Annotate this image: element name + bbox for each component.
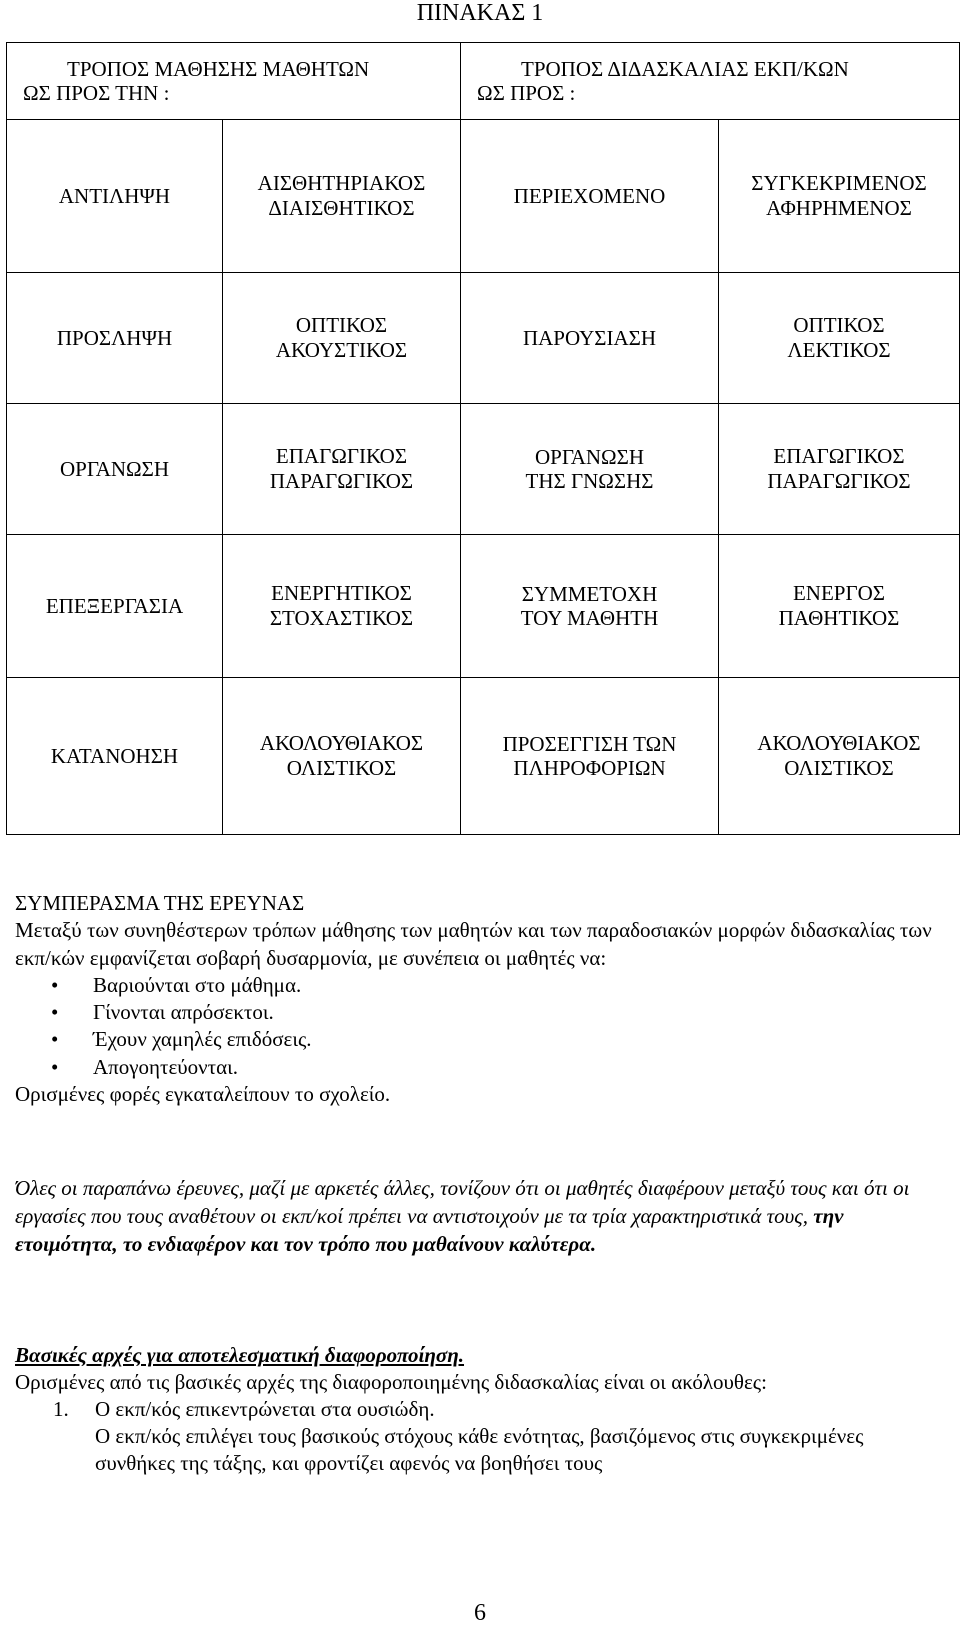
list-item-text: Έχουν χαμηλές επιδόσεις.	[93, 1027, 312, 1052]
learning-style-option: ΑΚΟΥΣΤΙΚΟΣ	[275, 338, 408, 362]
teaching-style-option: ΣΥΓΚΕΚΡΙΜΕΝΟΣ	[751, 171, 927, 195]
table-row	[7, 678, 960, 835]
teaching-dimension-cell: ΣΥΜΜΕΤΟΧΗ ΤΟΥ ΜΑΘΗΤΗ	[461, 535, 719, 678]
dimension-cell: ΟΡΓΑΝΩΣΗ	[7, 404, 223, 535]
list-item-text: Γίνονται απρόσεκτοι.	[93, 1000, 274, 1025]
learning-style-cell	[223, 535, 461, 678]
principles-intro: Ορισμένες από τις βασικές αρχές της διαφοροποιημένης διδασκαλίας είναι οι ακόλουθες:	[15, 1370, 767, 1394]
header-teaching-line-2: ΩΣ ΠΡΟΣ :	[477, 81, 576, 105]
italic-paragraph	[15, 1174, 945, 1258]
learning-style-cell	[223, 678, 461, 835]
header-learning-style	[7, 43, 461, 120]
learning-style-cell	[223, 273, 461, 404]
learning-style-option: ΟΠΤΙΚΟΣ	[295, 313, 388, 337]
conclusion-intro: Μεταξύ των συνηθέστερων τρόπων μάθησης των μαθητών και των παραδοσιακών μορφών διδασκαλίας των εκπ/κών εμφανίζεται σοβαρή δυσαρμονία, με συνέπεια οι μαθητές να:	[15, 918, 932, 970]
research-conclusion	[15, 890, 945, 1108]
learning-style-option: ΕΝΕΡΓΗΤΙΚΟΣ	[271, 581, 412, 605]
teaching-style-option: ΕΝΕΡΓΟΣ	[792, 581, 886, 605]
teaching-style-option: ΑΚΟΛΟΥΘΙΑΚΟΣ	[757, 731, 921, 755]
teaching-dimension-cell: ΟΡΓΑΝΩΣΗ ΤΗΣ ΓΝΩΣΗΣ	[461, 404, 719, 535]
bullet-icon: •	[51, 1027, 59, 1052]
teaching-style-option: ΛΕΚΤΙΚΟΣ	[787, 338, 891, 362]
teaching-style-cell	[719, 273, 960, 404]
list-item	[15, 999, 945, 1026]
principles-section	[15, 1342, 945, 1477]
header-learning-line-1: ΤΡΟΠΟΣ ΜΑΘΗΣΗΣ ΜΑΘΗΤΩΝ	[67, 57, 370, 81]
item-number: 1.	[53, 1397, 69, 1421]
learning-style-option: ΟΛΙΣΤΙΚΟΣ	[286, 756, 397, 780]
dimension-cell: ΚΑΤΑΝΟΗΣΗ	[7, 678, 223, 835]
learning-style-cell	[223, 404, 461, 535]
table-row	[7, 120, 960, 273]
learning-style-cell	[223, 120, 461, 273]
page-number: 6	[474, 1600, 486, 1626]
teaching-dimension-cell: ΠΑΡΟΥΣΙΑΣΗ	[461, 273, 719, 404]
conclusion-closing: Ορισμένες φορές εγκαταλείπουν το σχολείο.	[15, 1082, 391, 1107]
teaching-style-option: ΑΦΗΡΗΜΕΝΟΣ	[766, 196, 912, 220]
learning-style-option: ΣΤΟΧΑΣΤΙΚΟΣ	[269, 606, 414, 630]
teaching-style-option: ΠΑΘΗΤΙΚΟΣ	[778, 606, 900, 630]
teaching-style-option: ΟΠΤΙΚΟΣ	[793, 313, 885, 337]
teaching-dimension-cell: ΠΡΟΣΕΓΓΙΣΗ ΤΩΝ ΠΛΗΡΟΦΟΡΙΩΝ	[461, 678, 719, 835]
item-text: Ο εκπ/κός επιλέγει τους βασικούς στόχους κάθε ενότητας, βασιζόμενος στις συγκεκριμένες συνθήκες της τάξης, και φροντίζει αφενός να βοηθήσει τους	[95, 1424, 864, 1475]
learning-style-option: ΔΙΑΙΣΘΗΤΙΚΟΣ	[268, 196, 415, 220]
list-item	[15, 1026, 945, 1053]
italic-paragraph-emphasis: την ετοιμότητα, το ενδιαφέρον και τον τρόπο που μαθαίνουν καλύτερα.	[15, 1204, 844, 1256]
header-teaching-style	[461, 43, 960, 120]
dimension-cell: ΑΝΤΙΛΗΨΗ	[7, 120, 223, 273]
principles-heading: Βασικές αρχές για αποτελεσματική διαφοροποίηση.	[15, 1343, 465, 1367]
bullet-icon: •	[51, 1000, 59, 1025]
header-learning-line-2: ΩΣ ΠΡΟΣ ΤΗΝ :	[23, 81, 170, 105]
teaching-dimension-cell: ΠΕΡΙΕΧΟΜΕΝΟ	[461, 120, 719, 273]
table-header-row	[7, 43, 960, 120]
teaching-style-option: ΠΑΡΑΓΩΓΙΚΟΣ	[767, 469, 911, 493]
teaching-style-cell	[719, 535, 960, 678]
learning-teaching-styles-table	[6, 42, 960, 835]
conclusion-heading: ΣΥΜΠΕΡΑΣΜΑ ΤΗΣ ΕΡΕΥΝΑΣ	[15, 891, 305, 915]
teaching-style-option: ΟΛΙΣΤΙΚΟΣ	[784, 756, 894, 780]
header-teaching-line-1: ΤΡΟΠΟΣ ΔΙΔΑΣΚΑΛΙΑΣ ΕΚΠ/ΚΩΝ	[521, 57, 849, 81]
learning-style-option: ΑΚΟΛΟΥΘΙΑΚΟΣ	[259, 731, 424, 755]
teaching-style-cell	[719, 678, 960, 835]
dimension-cell: ΕΠΕΞΕΡΓΑΣΙΑ	[7, 535, 223, 678]
dimension-cell: ΠΡΟΣΛΗΨΗ	[7, 273, 223, 404]
teaching-style-option: ΕΠΑΓΩΓΙΚΟΣ	[773, 444, 905, 468]
numbered-item	[15, 1396, 945, 1477]
bullet-icon: •	[51, 1054, 59, 1079]
page-title: ΠΙΝΑΚΑΣ 1	[416, 0, 544, 26]
table-row	[7, 404, 960, 535]
teaching-style-cell	[719, 404, 960, 535]
learning-style-option: ΕΠΑΓΩΓΙΚΟΣ	[275, 444, 408, 468]
table-row	[7, 535, 960, 678]
list-item	[15, 972, 945, 999]
list-item-text: Βαριούνται στο μάθημα.	[93, 972, 302, 997]
list-item-text: Απογοητεύονται.	[93, 1054, 239, 1079]
learning-style-option: ΠΑΡΑΓΩΓΙΚΟΣ	[269, 469, 414, 493]
bullet-icon: •	[51, 972, 59, 997]
conclusion-bullet-list	[15, 972, 945, 1081]
table-row	[7, 273, 960, 404]
teaching-style-cell	[719, 120, 960, 273]
learning-style-option: ΑΙΣΘΗΤΗΡΙΑΚΟΣ	[257, 171, 426, 195]
italic-paragraph-text: Όλες οι παραπάνω έρευνες, μαζί με αρκετές άλλες, τονίζουν ότι οι μαθητές διαφέρουν μεταξύ τους και ότι οι εργασίες που τους αναθέτουν οι εκπ/κοί πρέπει να αντιστοιχούν με τα τρία χαρακτηριστικά τους,	[15, 1176, 910, 1228]
list-item	[15, 1054, 945, 1081]
item-title: Ο εκπ/κός επικεντρώνεται στα ουσιώδη.	[95, 1397, 435, 1421]
